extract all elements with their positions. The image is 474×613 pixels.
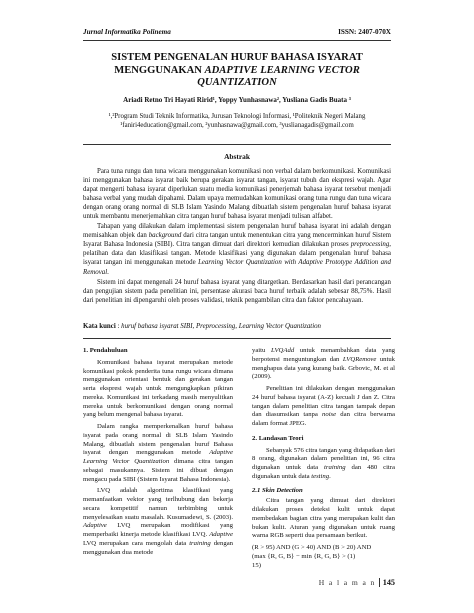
subsection-heading: 2.1 Skin Detection [252,486,303,494]
abstract-paragraph: Tahapan yang dilakukan dalam implementasi sistem pengenalan huruf bahasa isyarat ini adalah dengan memisahkan objek dan background dari citra tangan untuk menentukan citra yang mencerminkan huruf Sistem Isyarat Bahasa Indonesia (SIBI). Citra tangan dimuat dari direktori kemudian dilakukan proses preprocessing, pelatihan data dan klasifikasi tangan. Metode klasifikasi yang digunakan dalam pengenalan huruf bahasa isyarat tangan ini menggunakan metode Learning Vector Quantization with Adaptive Prototype Addition and Removal. [83,223,392,276]
right-column [252,347,395,570]
body-paragraph: Komunikasi bahasa isyarat merupakan metode komunikasi pokok penderita tuna rungu wicara dimana menggunakan orientasi bentuk dan gerakan tangan serta ekspresi wajah untuk mengungkapkan pikiran mereka. Komunikasi ini terkadang masih menyulitkan mereka untuk berkomunikasi dengan orang normal yang belum mengenal bahasa isyarat. [83,358,233,419]
journal-name: Jurnal Informatika Polinema [83,28,171,36]
page-footer [250,578,395,592]
body-paragraph: Citra tangan yang dimuat dari direktori dilakukan proses deteksi kulit untuk dapat membedakan bagian citra yang merupakan kulit dan bukan kulit. Aturan yang digunakan untuk ruang warna RGB seperti dua persamaan berikut. [252,497,395,540]
equation-line: (R > 95) AND (G > 40) AND (B > 20) AND [252,544,372,551]
page-number: 145 [382,578,395,587]
paper-title [60,52,414,90]
issn: ISSN: 2407-070X [338,28,391,36]
body-paragraph: Penelitian ini dilakukan dengan menggunakan 24 huruf bahasa isyarat (A-Z) kecuali J dan Z. Citra tangan dalam penelitian citra tangan tampak depan dan diasumsikan tanpa noise dan citra berwarna dalam format JPEG. [252,385,395,427]
title-line-2: MENGGUNAKAN ADAPTIVE LEARNING VECTOR [114,64,360,76]
title-line-1: SISTEM PENGENALAN HURUF BAHASA ISYARAT [111,52,363,63]
header-rule [83,40,391,41]
abstract-top-rule [83,144,391,145]
body-paragraph: LVQ adalah algortima klasifikasi yang memanfaatkan vektor yang terlhubung dan bekerja secara kompetitif namun terbimbing untuk menyelesaikan suatu masalah. Kusumadewi, S. (2003). Adaptive LVQ merupakan modifikasi yang memperbaiki kinerja metode klasifikasi LVQ. Adaptive LVQ merupakan cara mengolah data training dengan menggunakan dua metode [83,487,234,556]
title-line-3: QUANTIZATION [197,77,277,89]
abstract-heading: Abstrak [224,152,250,161]
body-paragraph: Dalam rangka memperkenalkan huruf bahasa isyarat pada orang normal di SLB Islam Yasindo Malang, dibuatlah sistem pengenalan huruf Bahasa isyarat dengan menggunakan metode Adaptive Learning Vector Quantization dimana citra tangan sebagai masukannya. Sistem ini dibuat dengan mengacu pada SIBI (Sistem Isyarat Bahasa Indonesia). [83,423,233,483]
section-heading: 2. Landasan Teori [252,434,304,442]
keywords: Kata kunci : huruf bahasa isyarat SIBI, Preprocessing, Learning Vector Quantization [83,323,322,330]
abstract-paragraph: Sistem ini dapat mengenali 24 huruf bahasa isyarat yang ditargetkan. Berdasarkan hasil dari perancangan dan pengujian sistem pada penelitian ini, persentase akurasi baca huruf terbaik adalah sebesar 88,75%. Hasil dari penelitian ini dipengaruhi oleh proses validasi, teknik pengambilan citra dan faktor pencahayaan. [83,278,391,304]
running-header [83,28,391,40]
affiliation-institution: ¹,²Program Studi Teknik Informatika, Jurusan Teknologi Informasi, ¹Politeknik Negeri Malang [108,113,366,120]
equation-line: (max {R, G, B} − min {R, G, B} > (1) [252,552,356,560]
abstract-paragraph: Para tuna rungu dan tuna wicara menggunakan komunikasi non verbal dalam berkomunikasi. Komunikasi ini menggunakan bahasa isyarat baik berupa gerakan isyarat tangan, isyarat tubuh dan ekspresi wajah. Agar dapat mengerti bahasa isyarat diperlukan suatu media komunikasi penerjemah bahasa isyarat tersebut menjadi bahasa verbal yang mudah dipahami. Dalam upaya memudahkan komunikasi orang tuna rungu dan tuna wicara dengan orang orang normal di SLB Islam Yasindo Malang dibuatlah sistem pengenalan huruf bahasa isyarat untuk membantu menerjemahkan citra tangan huruf bahasa isyarat menjadi tulisan alfabet. [83,168,391,221]
halaman-label: H a l a m a n [318,578,376,587]
equation-line: 15) [252,561,261,569]
abstract-bottom-rule [83,338,391,339]
affiliation-emails: ¹faniri4education@gmail.com, ²yunhasnawa@gmail.com, ³yuslianagadis@gmail.com [120,122,354,130]
body-paragraph: yaitu LVQAdd untuk menambahkan data yang berpotensi menguntungkan dan LVQRemove untuk menghapus data yang kurang baik. Grbovic, M. et al (2009). [252,347,396,381]
footer-divider [379,578,380,587]
body-paragraph: Sebanyak 576 citra tangan yang didapatkan dari 8 orang, digunakan dalam penelitian ini, 96 citra digunakan untuk data training dan 480 citra digunakan untuk data testing. [252,446,395,480]
section-heading: 1. Pendahuluan [83,347,128,354]
left-column [83,347,233,560]
authors: Ariadi Retno Tri Hayati Ririd¹, Yoppy Yunhasnawa², Yusliana Gadis Buata ³ [123,96,351,104]
abstract-body [83,167,391,306]
affiliation [60,112,414,131]
